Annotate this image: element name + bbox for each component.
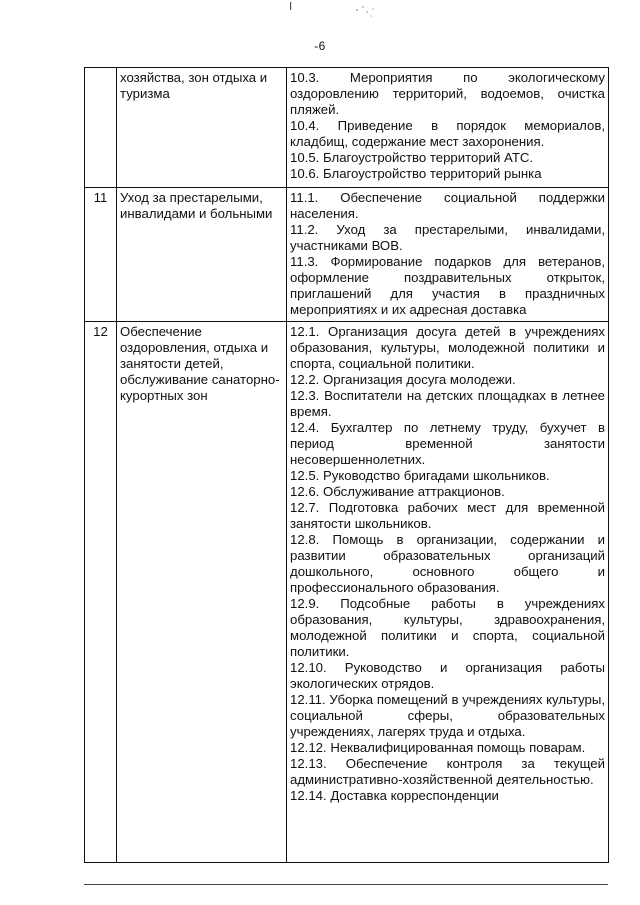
activity-item: 12.11. Уборка помещений в учреждениях культуры, социальной сферы, образовательных учреждениях, лагерях труда и отдыха.	[290, 692, 605, 739]
activity-item: 12.4. Бухгалтер по летнему труду, бухучет в период временной занятости несовершеннолетних.	[290, 420, 605, 467]
direction-name: Уход за престарелыми, инвалидами и больными	[117, 188, 287, 322]
activity-item: 11.2. Уход за престарелыми, инвалидами, участниками ВОВ.	[290, 222, 605, 253]
activities-table	[84, 67, 609, 863]
row-number: 12	[85, 322, 117, 863]
table-row	[85, 188, 609, 322]
direction-name: Обеспечение оздоровления, отдыха и занятости детей, обслуживание санаторно-курортных зон	[117, 322, 287, 863]
table-row	[85, 68, 609, 188]
row-number	[85, 68, 117, 188]
activity-item: 10.5. Благоустройство территорий АТС.	[290, 150, 534, 165]
activity-item: 10.6. Благоустройство территорий рынка	[290, 166, 542, 181]
activity-item: 12.7. Подготовка рабочих мест для временной занятости школьников.	[290, 500, 605, 531]
activity-item: 12.13. Обеспечение контроля за текущей административно-хозяйственной деятельностью.	[290, 756, 605, 787]
activity-item: 12.1. Организация досуга детей в учреждениях образования, культуры, молодежной политики и спорта, социальной политики.	[290, 324, 605, 371]
activities-cell	[287, 322, 609, 863]
activity-item: 10.3. Мероприятия по экологическому оздоровлению территорий, водоемов, очистка пляжей.	[290, 70, 605, 117]
activities-cell	[287, 68, 609, 188]
activity-item: 12.3. Воспитатели на детских площадках в летнее время.	[290, 388, 605, 419]
activity-item: 11.3. Формирование подарков для ветеранов, оформление поздравительных открыток, приглашений для участия в праздничных мероприятиях и их адресная доставка	[290, 254, 605, 317]
activity-item: 12.8. Помощь в организации, содержании и развитии образовательных организаций дошкольного, основного общего и профессионального образования.	[290, 532, 605, 595]
scan-specks	[285, 0, 405, 26]
direction-name: хозяйства, зон отдыха и туризма	[117, 68, 287, 188]
activity-item: 12.5. Руководство бригадами школьников.	[290, 468, 550, 483]
activity-item: 12.2. Организация досуга молодежи.	[290, 372, 516, 387]
page-bottom-rule	[84, 884, 608, 885]
activity-item: 12.12. Неквалифицированная помощь поварам.	[290, 740, 586, 755]
activity-item: 12.10. Руководство и организация работы экологических отрядов.	[290, 660, 605, 691]
activity-item: 12.9. Подсобные работы в учреждениях образования, культуры, здравоохранения, молодежной политики и спорта, социальной политики.	[290, 596, 605, 659]
activities-cell	[287, 188, 609, 322]
activity-item: 12.14. Доставка корреспонденции	[290, 788, 499, 803]
activity-item: 10.4. Приведение в порядок мемориалов, кладбищ, содержание мест захоронения.	[290, 118, 605, 149]
activity-item: 11.1. Обеспечение социальной поддержки населения.	[290, 190, 605, 221]
activity-item: 12.6. Обслуживание аттракционов.	[290, 484, 505, 499]
page-number: -6	[314, 39, 326, 53]
row-number: 11	[85, 188, 117, 322]
table-row	[85, 322, 609, 863]
